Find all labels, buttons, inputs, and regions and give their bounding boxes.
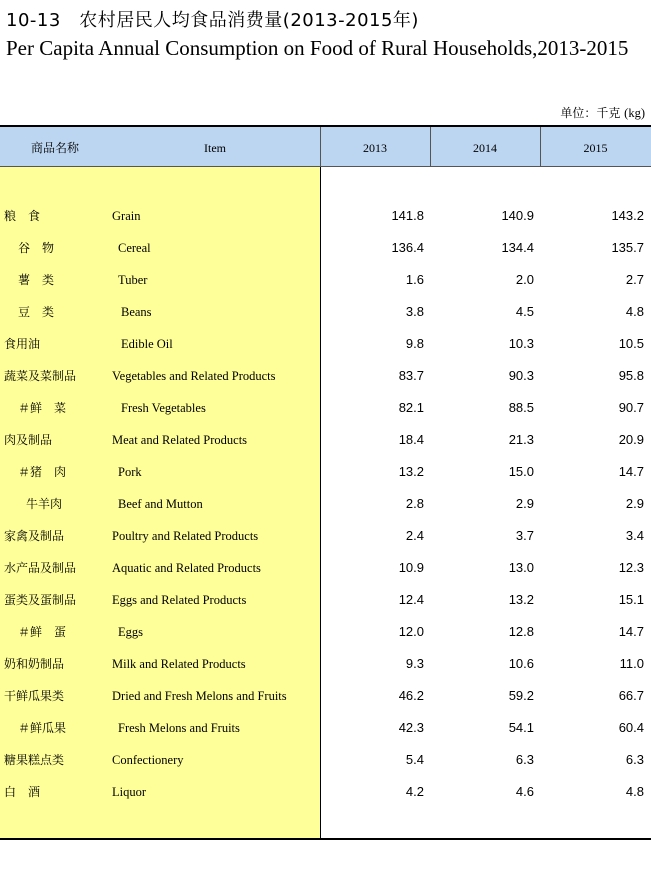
item-name-en: Pork xyxy=(118,465,142,479)
item-name-cn: 豆 类 xyxy=(18,305,55,319)
item-name-cn: ＃猪 肉 xyxy=(18,465,67,479)
value-2015: 3.4 xyxy=(625,528,644,543)
value-2013: 10.9 xyxy=(398,560,424,575)
item-name-en: Tuber xyxy=(118,273,148,287)
item-name-en: Liquor xyxy=(112,785,147,799)
value-2015: 60.4 xyxy=(618,720,644,735)
value-2015: 11.0 xyxy=(619,656,644,671)
item-name-en: Confectionery xyxy=(112,753,184,767)
value-2013: 9.3 xyxy=(405,656,424,671)
item-name-en: Beans xyxy=(121,305,152,319)
table-row xyxy=(0,424,651,456)
value-2015: 95.8 xyxy=(618,368,644,383)
value-2014: 2.9 xyxy=(515,496,534,511)
value-2014: 90.3 xyxy=(508,368,534,383)
value-2013: 42.3 xyxy=(398,720,424,735)
table-row xyxy=(0,712,651,744)
value-2013: 9.8 xyxy=(405,336,424,351)
item-name-en: Edible Oil xyxy=(121,337,173,351)
value-2014: 10.3 xyxy=(508,336,534,351)
header-year-2015: 2015 xyxy=(583,141,608,155)
table-row xyxy=(0,488,651,520)
value-2014: 3.7 xyxy=(515,528,534,543)
value-2015: 15.1 xyxy=(618,592,644,607)
table-row xyxy=(0,616,651,648)
unit-label xyxy=(560,104,645,121)
value-2014: 13.2 xyxy=(508,592,534,607)
value-2013: 5.4 xyxy=(405,752,424,767)
header-year-2014: 2014 xyxy=(473,141,497,155)
item-name-en: Vegetables and Related Products xyxy=(112,369,276,383)
value-2015: 66.7 xyxy=(618,688,644,703)
item-name-en: Beef and Mutton xyxy=(118,497,203,511)
value-2013: 12.4 xyxy=(398,592,424,607)
value-2014: 15.0 xyxy=(508,464,534,479)
value-2013: 83.7 xyxy=(398,368,424,383)
value-2013: 13.2 xyxy=(398,464,424,479)
value-2013: 2.8 xyxy=(405,496,424,511)
value-2015: 90.7 xyxy=(618,400,644,415)
item-name-cn: ＃鲜瓜果 xyxy=(18,721,67,735)
unit-en: (kg) xyxy=(624,106,645,120)
value-2015: 20.9 xyxy=(618,432,644,447)
header-name-cn: 商品名称 xyxy=(30,141,79,155)
table-title-en: Per Capita Annual Consumption on Food of Rural Households,2013-2015 xyxy=(6,36,629,60)
item-name-en: Dried and Fresh Melons and Fruits xyxy=(112,689,287,703)
item-name-en: Fresh Melons and Fruits xyxy=(118,721,240,735)
table-row xyxy=(0,648,651,680)
value-2014: 4.5 xyxy=(515,304,534,319)
table-title-cn: 10-13 农村居民人均食品消费量(2013-2015年) xyxy=(6,10,419,31)
value-2014: 13.0 xyxy=(508,560,534,575)
value-2015: 4.8 xyxy=(625,784,644,799)
value-2015: 14.7 xyxy=(618,624,644,639)
table-row xyxy=(0,328,651,360)
table-row xyxy=(0,296,651,328)
item-name-cn: 家禽及制品 xyxy=(4,529,65,543)
value-2013: 141.8 xyxy=(391,208,424,223)
item-name-cn: 干鲜瓜果类 xyxy=(4,689,65,703)
table-row xyxy=(0,232,651,264)
value-2015: 14.7 xyxy=(618,464,644,479)
table-row xyxy=(0,552,651,584)
table-row xyxy=(0,392,651,424)
table-header xyxy=(0,127,651,167)
value-2014: 59.2 xyxy=(508,688,534,703)
value-2014: 4.6 xyxy=(515,784,534,799)
value-2013: 1.6 xyxy=(405,272,424,287)
value-2015: 4.8 xyxy=(625,304,644,319)
value-2014: 10.6 xyxy=(508,656,534,671)
item-name-cn: 谷 物 xyxy=(18,241,55,255)
item-name-cn: 蛋类及蛋制品 xyxy=(4,593,77,607)
value-2014: 6.3 xyxy=(515,752,534,767)
item-name-cn: 糖果糕点类 xyxy=(4,753,65,767)
value-2015: 2.9 xyxy=(625,496,644,511)
item-name-en: Eggs and Related Products xyxy=(112,593,247,607)
table-row xyxy=(0,360,651,392)
table-row xyxy=(0,744,651,776)
item-name-cn: 蔬菜及菜制品 xyxy=(4,369,77,383)
item-name-cn: ＃鲜 菜 xyxy=(18,401,67,415)
table-row xyxy=(0,520,651,552)
item-name-en: Grain xyxy=(112,209,141,223)
table-bottom-rule xyxy=(0,838,651,840)
value-2014: 21.3 xyxy=(508,432,534,447)
value-2013: 12.0 xyxy=(398,624,424,639)
value-2014: 88.5 xyxy=(508,400,534,415)
value-2013: 3.8 xyxy=(405,304,424,319)
item-name-en: Poultry and Related Products xyxy=(112,529,259,543)
item-name-en: Fresh Vegetables xyxy=(121,401,206,415)
table-row xyxy=(0,776,651,808)
item-name-cn: 食用油 xyxy=(4,337,41,351)
table-row xyxy=(0,456,651,488)
value-2014: 2.0 xyxy=(515,272,534,287)
item-name-en: Eggs xyxy=(118,625,143,639)
item-name-cn: 水产品及制品 xyxy=(4,561,77,575)
item-name-cn: 薯 类 xyxy=(18,273,55,287)
item-name-en: Aquatic and Related Products xyxy=(112,561,261,575)
value-2013: 2.4 xyxy=(405,528,424,543)
value-2013: 18.4 xyxy=(398,432,424,447)
value-2013: 82.1 xyxy=(398,400,424,415)
value-2014: 12.8 xyxy=(508,624,534,639)
item-name-cn: 奶和奶制品 xyxy=(4,657,65,671)
value-2014: 140.9 xyxy=(501,208,534,223)
value-2013: 136.4 xyxy=(391,240,424,255)
value-2015: 10.5 xyxy=(618,336,644,351)
item-name-cn: 牛羊肉 xyxy=(26,497,63,511)
item-name-en: Cereal xyxy=(118,241,151,255)
table-row xyxy=(0,200,651,232)
value-2015: 143.2 xyxy=(611,208,644,223)
table-row xyxy=(0,264,651,296)
table-row xyxy=(0,584,651,616)
table-row xyxy=(0,680,651,712)
value-2014: 54.1 xyxy=(508,720,534,735)
item-name-cn: 白 酒 xyxy=(4,785,41,799)
header-year-2013: 2013 xyxy=(363,141,387,155)
item-name-en: Meat and Related Products xyxy=(112,433,248,447)
header-item: Item xyxy=(204,141,226,155)
unit-cn: 单位：千克 xyxy=(560,106,621,120)
item-name-en: Milk and Related Products xyxy=(112,657,246,671)
value-2013: 46.2 xyxy=(398,688,424,703)
item-name-cn: ＃鲜 蛋 xyxy=(18,625,67,639)
value-2015: 135.7 xyxy=(611,240,644,255)
value-2015: 6.3 xyxy=(625,752,644,767)
item-name-cn: 粮 食 xyxy=(4,209,41,223)
value-2014: 134.4 xyxy=(501,240,534,255)
value-2015: 2.7 xyxy=(625,272,644,287)
value-2013: 4.2 xyxy=(405,784,424,799)
value-2015: 12.3 xyxy=(618,560,644,575)
item-name-cn: 肉及制品 xyxy=(4,433,53,447)
